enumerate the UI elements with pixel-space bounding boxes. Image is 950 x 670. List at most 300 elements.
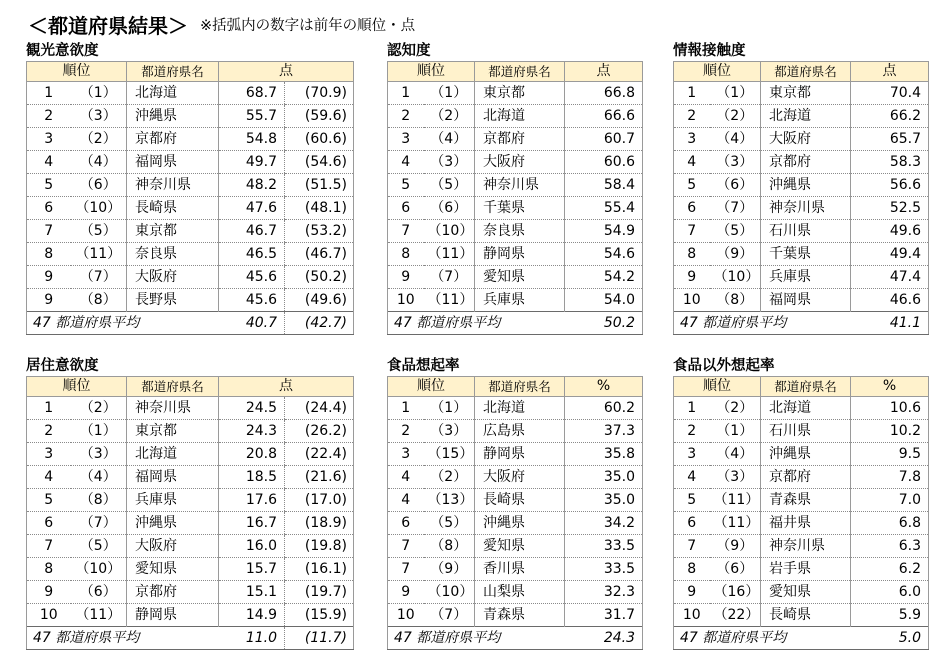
value-cell: 32.3 [565, 581, 643, 604]
table-header-row [27, 62, 354, 82]
table-row [674, 220, 929, 243]
table-row [27, 420, 354, 443]
table-row [674, 420, 929, 443]
column-header-rank: 順位 [388, 62, 475, 82]
rank-cell: 6 [27, 512, 71, 535]
column-header-rank: 順位 [388, 377, 475, 397]
prev-rank-cell: （11） [424, 243, 475, 266]
prefecture-name-cell: 愛知県 [475, 535, 565, 558]
prev-value-cell: (15.9) [285, 604, 354, 627]
table-row [674, 266, 929, 289]
table-row [27, 105, 354, 128]
rank-cell: 3 [388, 443, 424, 466]
prev-rank-cell: （5） [424, 512, 475, 535]
prefecture-name-cell: 兵庫県 [127, 489, 219, 512]
rank-cell: 4 [388, 466, 424, 489]
prev-rank-cell: （2） [710, 397, 761, 420]
column-header-unit: 点 [851, 62, 929, 82]
prev-value-cell: (60.6) [285, 128, 354, 151]
prev-rank-cell: （7） [424, 266, 475, 289]
rank-cell: 9 [27, 581, 71, 604]
average-label: 47 都道府県平均 [674, 627, 851, 650]
rank-cell: 7 [674, 535, 710, 558]
value-cell: 33.5 [565, 558, 643, 581]
table-row [674, 197, 929, 220]
prev-rank-cell: （6） [710, 174, 761, 197]
rank-cell: 8 [27, 243, 71, 266]
value-cell: 46.6 [851, 289, 929, 312]
rank-cell: 5 [388, 174, 424, 197]
table-row [388, 82, 643, 105]
prev-value-cell: (19.8) [285, 535, 354, 558]
table-row [674, 512, 929, 535]
prefecture-name-cell: 神奈川県 [127, 397, 219, 420]
prev-value-cell: (26.2) [285, 420, 354, 443]
prev-value-cell: (49.6) [285, 289, 354, 312]
rank-cell: 4 [27, 466, 71, 489]
prefecture-name-cell: 福岡県 [761, 289, 851, 312]
value-cell: 54.8 [219, 128, 285, 151]
average-row [388, 627, 643, 650]
rank-cell: 7 [388, 558, 424, 581]
table-row [388, 558, 643, 581]
prev-rank-cell: （7） [710, 197, 761, 220]
average-label: 47 都道府県平均 [388, 627, 565, 650]
prefecture-name-cell: 福岡県 [127, 466, 219, 489]
rank-cell: 10 [388, 289, 424, 312]
average-value: 41.1 [851, 312, 929, 335]
prev-rank-cell: （11） [424, 289, 475, 312]
ranking-table [673, 61, 929, 335]
table-row [27, 558, 354, 581]
prefecture-name-cell: 北海道 [475, 397, 565, 420]
rank-cell: 1 [27, 82, 71, 105]
rank-cell: 7 [388, 220, 424, 243]
table-row [674, 174, 929, 197]
rank-cell: 3 [674, 128, 710, 151]
rank-cell: 6 [674, 512, 710, 535]
value-cell: 54.0 [565, 289, 643, 312]
prev-rank-cell: （6） [71, 581, 127, 604]
value-cell: 46.5 [219, 243, 285, 266]
prev-rank-cell: （8） [71, 289, 127, 312]
table-title: 食品以外想起率 [673, 358, 775, 374]
value-cell: 35.8 [565, 443, 643, 466]
table-row [388, 397, 643, 420]
prev-rank-cell: （10） [424, 581, 475, 604]
prev-value-cell: (21.6) [285, 466, 354, 489]
prefecture-name-cell: 石川県 [761, 420, 851, 443]
rank-cell: 1 [674, 82, 710, 105]
rank-cell: 4 [674, 466, 710, 489]
ranking-table [387, 61, 643, 335]
column-header-name: 都道府県名 [127, 62, 219, 82]
table-block-ninchi [387, 41, 643, 335]
value-cell: 10.6 [851, 397, 929, 420]
table-row [388, 174, 643, 197]
prev-rank-cell: （16） [710, 581, 761, 604]
rank-cell: 7 [27, 535, 71, 558]
column-header-unit: 点 [219, 62, 354, 82]
prev-rank-cell: （1） [424, 397, 475, 420]
rank-cell: 8 [27, 558, 71, 581]
table-block-kanko [26, 41, 354, 335]
table-row [27, 197, 354, 220]
prev-rank-cell: （6） [710, 558, 761, 581]
prefecture-name-cell: 北海道 [761, 397, 851, 420]
value-cell: 66.2 [851, 105, 929, 128]
prefecture-name-cell: 北海道 [127, 443, 219, 466]
column-header-unit: % [565, 377, 643, 397]
prefecture-name-cell: 神奈川県 [761, 535, 851, 558]
prev-rank-cell: （4） [424, 128, 475, 151]
column-header-rank: 順位 [674, 377, 761, 397]
rank-cell: 2 [388, 105, 424, 128]
table-row [388, 466, 643, 489]
value-cell: 54.6 [565, 243, 643, 266]
prefecture-name-cell: 奈良県 [475, 220, 565, 243]
rank-cell: 8 [674, 243, 710, 266]
prev-rank-cell: （3） [424, 151, 475, 174]
rank-cell: 9 [674, 266, 710, 289]
value-cell: 16.0 [219, 535, 285, 558]
prev-rank-cell: （2） [424, 466, 475, 489]
prefecture-name-cell: 兵庫県 [761, 266, 851, 289]
rank-cell: 1 [388, 397, 424, 420]
prev-rank-cell: （1） [71, 420, 127, 443]
prev-value-cell: (53.2) [285, 220, 354, 243]
prefecture-name-cell: 長崎県 [761, 604, 851, 627]
table-row [388, 512, 643, 535]
value-cell: 16.7 [219, 512, 285, 535]
rank-cell: 7 [674, 220, 710, 243]
table-header-row [388, 377, 643, 397]
average-value: 5.0 [851, 627, 929, 650]
rank-cell: 1 [27, 397, 71, 420]
ranking-table [26, 61, 354, 335]
prefecture-name-cell: 京都府 [127, 128, 219, 151]
prev-rank-cell: （3） [424, 420, 475, 443]
table-row [27, 397, 354, 420]
table-row [27, 174, 354, 197]
value-cell: 6.3 [851, 535, 929, 558]
prefecture-name-cell: 大阪府 [475, 466, 565, 489]
prefecture-name-cell: 青森県 [761, 489, 851, 512]
table-row [674, 105, 929, 128]
column-header-name: 都道府県名 [127, 377, 219, 397]
average-label: 47 都道府県平均 [674, 312, 851, 335]
table-row [388, 420, 643, 443]
prev-rank-cell: （1） [710, 82, 761, 105]
table-row [388, 604, 643, 627]
value-cell: 15.1 [219, 581, 285, 604]
rank-cell: 10 [674, 604, 710, 627]
table-row [27, 489, 354, 512]
prev-rank-cell: （15） [424, 443, 475, 466]
prefecture-name-cell: 広島県 [475, 420, 565, 443]
value-cell: 45.6 [219, 289, 285, 312]
table-row [27, 512, 354, 535]
prefecture-name-cell: 沖縄県 [127, 512, 219, 535]
value-cell: 7.8 [851, 466, 929, 489]
prefecture-name-cell: 京都府 [127, 581, 219, 604]
column-header-rank: 順位 [27, 377, 127, 397]
prev-rank-cell: （9） [710, 535, 761, 558]
prev-rank-cell: （13） [424, 489, 475, 512]
rank-cell: 5 [27, 174, 71, 197]
prefecture-name-cell: 北海道 [761, 105, 851, 128]
rank-cell: 7 [388, 535, 424, 558]
value-cell: 35.0 [565, 489, 643, 512]
table-row [674, 581, 929, 604]
rank-cell: 4 [388, 489, 424, 512]
table-row [674, 82, 929, 105]
prev-value-cell: (51.5) [285, 174, 354, 197]
rank-cell: 3 [388, 128, 424, 151]
table-block-shokuhin [387, 356, 643, 650]
prev-rank-cell: （11） [710, 512, 761, 535]
rank-cell: 8 [388, 243, 424, 266]
rank-cell: 2 [388, 420, 424, 443]
value-cell: 65.7 [851, 128, 929, 151]
value-cell: 6.8 [851, 512, 929, 535]
prefecture-name-cell: 大阪府 [127, 266, 219, 289]
table-row [388, 266, 643, 289]
rank-cell: 4 [27, 151, 71, 174]
prev-rank-cell: （22） [710, 604, 761, 627]
value-cell: 49.7 [219, 151, 285, 174]
prev-rank-cell: （5） [71, 220, 127, 243]
prefecture-name-cell: 東京都 [127, 220, 219, 243]
value-cell: 6.0 [851, 581, 929, 604]
rank-cell: 5 [674, 489, 710, 512]
value-cell: 45.6 [219, 266, 285, 289]
average-label: 47 都道府県平均 [388, 312, 565, 335]
rank-cell: 4 [674, 151, 710, 174]
rank-cell: 10 [388, 604, 424, 627]
prev-rank-cell: （8） [71, 489, 127, 512]
prev-rank-cell: （1） [71, 82, 127, 105]
average-prev-value: (11.7) [285, 627, 354, 650]
value-cell: 9.5 [851, 443, 929, 466]
prefecture-name-cell: 沖縄県 [761, 443, 851, 466]
prefecture-name-cell: 山梨県 [475, 581, 565, 604]
prev-rank-cell: （3） [71, 105, 127, 128]
average-row [27, 312, 354, 335]
prefecture-name-cell: 京都府 [475, 128, 565, 151]
table-row [388, 151, 643, 174]
prefecture-name-cell: 神奈川県 [475, 174, 565, 197]
prev-rank-cell: （5） [71, 535, 127, 558]
table-row [27, 266, 354, 289]
prev-value-cell: (17.0) [285, 489, 354, 512]
rank-cell: 6 [27, 197, 71, 220]
table-row [674, 243, 929, 266]
table-header-row [674, 62, 929, 82]
table-row [388, 197, 643, 220]
table-header-row [388, 62, 643, 82]
column-header-unit: 点 [565, 62, 643, 82]
table-row [27, 535, 354, 558]
value-cell: 33.5 [565, 535, 643, 558]
average-row [674, 627, 929, 650]
prefecture-name-cell: 香川県 [475, 558, 565, 581]
prev-rank-cell: （3） [710, 466, 761, 489]
table-row [388, 105, 643, 128]
value-cell: 47.4 [851, 266, 929, 289]
rank-cell: 9 [27, 266, 71, 289]
rank-cell: 8 [674, 558, 710, 581]
table-title: 観光意欲度 [26, 43, 99, 59]
prefecture-name-cell: 兵庫県 [475, 289, 565, 312]
prev-value-cell: (46.7) [285, 243, 354, 266]
table-header-row [674, 377, 929, 397]
value-cell: 54.9 [565, 220, 643, 243]
value-cell: 68.7 [219, 82, 285, 105]
table-row [674, 535, 929, 558]
prev-rank-cell: （2） [71, 397, 127, 420]
rank-cell: 10 [27, 604, 71, 627]
prev-rank-cell: （2） [424, 105, 475, 128]
column-header-name: 都道府県名 [761, 62, 851, 82]
average-value: 50.2 [565, 312, 643, 335]
prefecture-name-cell: 愛知県 [761, 581, 851, 604]
value-cell: 66.6 [565, 105, 643, 128]
prev-rank-cell: （8） [424, 535, 475, 558]
average-value: 24.3 [565, 627, 643, 650]
value-cell: 20.8 [219, 443, 285, 466]
rank-cell: 9 [388, 581, 424, 604]
prefecture-name-cell: 東京都 [475, 82, 565, 105]
value-cell: 49.6 [851, 220, 929, 243]
prev-rank-cell: （11） [71, 243, 127, 266]
average-row [388, 312, 643, 335]
table-row [674, 397, 929, 420]
column-header-name: 都道府県名 [761, 377, 851, 397]
rank-cell: 6 [388, 197, 424, 220]
prev-value-cell: (70.9) [285, 82, 354, 105]
ranking-table [387, 376, 643, 650]
rank-cell: 6 [674, 197, 710, 220]
prefecture-name-cell: 北海道 [127, 82, 219, 105]
prefecture-name-cell: 沖縄県 [761, 174, 851, 197]
table-row [674, 489, 929, 512]
prev-rank-cell: （1） [710, 420, 761, 443]
table-row [27, 128, 354, 151]
average-value: 11.0 [219, 627, 285, 650]
table-title: 認知度 [387, 43, 431, 59]
prev-rank-cell: （3） [71, 443, 127, 466]
value-cell: 6.2 [851, 558, 929, 581]
rank-cell: 5 [674, 174, 710, 197]
prev-value-cell: (19.7) [285, 581, 354, 604]
average-row [674, 312, 929, 335]
prefecture-name-cell: 東京都 [761, 82, 851, 105]
table-row [388, 581, 643, 604]
table-row [674, 466, 929, 489]
value-cell: 24.5 [219, 397, 285, 420]
value-cell: 46.7 [219, 220, 285, 243]
table-row [27, 466, 354, 489]
rank-cell: 10 [674, 289, 710, 312]
ranking-table [26, 376, 354, 650]
table-row [27, 82, 354, 105]
prefecture-name-cell: 福岡県 [127, 151, 219, 174]
rank-cell: 9 [674, 581, 710, 604]
column-header-name: 都道府県名 [475, 62, 565, 82]
value-cell: 60.7 [565, 128, 643, 151]
prev-rank-cell: （5） [710, 220, 761, 243]
prefecture-name-cell: 静岡県 [127, 604, 219, 627]
table-row [388, 128, 643, 151]
prefecture-name-cell: 奈良県 [127, 243, 219, 266]
prefecture-name-cell: 神奈川県 [761, 197, 851, 220]
value-cell: 49.4 [851, 243, 929, 266]
rank-cell: 2 [674, 420, 710, 443]
prefecture-name-cell: 長崎県 [475, 489, 565, 512]
rank-cell: 1 [388, 82, 424, 105]
prefecture-name-cell: 神奈川県 [127, 174, 219, 197]
prefecture-name-cell: 沖縄県 [475, 512, 565, 535]
prefecture-name-cell: 静岡県 [475, 443, 565, 466]
value-cell: 37.3 [565, 420, 643, 443]
average-label: 47 都道府県平均 [27, 312, 219, 335]
prefecture-name-cell: 愛知県 [475, 266, 565, 289]
prev-value-cell: (59.6) [285, 105, 354, 128]
prefecture-name-cell: 石川県 [761, 220, 851, 243]
prefecture-name-cell: 岩手県 [761, 558, 851, 581]
prefecture-name-cell: 千葉県 [475, 197, 565, 220]
prev-rank-cell: （3） [710, 151, 761, 174]
prev-rank-cell: （6） [424, 197, 475, 220]
table-title: 情報接触度 [673, 43, 746, 59]
prev-rank-cell: （7） [424, 604, 475, 627]
prev-rank-cell: （11） [71, 604, 127, 627]
prefecture-name-cell: 大阪府 [475, 151, 565, 174]
prev-rank-cell: （10） [71, 558, 127, 581]
rank-cell: 9 [27, 289, 71, 312]
column-header-unit: 点 [219, 377, 354, 397]
prev-rank-cell: （4） [710, 443, 761, 466]
prev-rank-cell: （9） [424, 558, 475, 581]
prev-rank-cell: （6） [71, 174, 127, 197]
prefecture-name-cell: 長崎県 [127, 197, 219, 220]
prev-rank-cell: （1） [424, 82, 475, 105]
prev-value-cell: (54.6) [285, 151, 354, 174]
rank-cell: 4 [388, 151, 424, 174]
value-cell: 55.7 [219, 105, 285, 128]
rank-cell: 7 [27, 220, 71, 243]
prev-rank-cell: （8） [710, 289, 761, 312]
table-row [674, 128, 929, 151]
value-cell: 31.7 [565, 604, 643, 627]
prev-rank-cell: （11） [710, 489, 761, 512]
rank-cell: 5 [27, 489, 71, 512]
table-header-row [27, 377, 354, 397]
column-header-unit: % [851, 377, 929, 397]
table-title: 食品想起率 [387, 358, 460, 374]
prefecture-name-cell: 東京都 [127, 420, 219, 443]
page-note: ※括弧内の数字は前年の順位・点 [200, 18, 416, 34]
rank-cell: 3 [674, 443, 710, 466]
value-cell: 48.2 [219, 174, 285, 197]
value-cell: 55.4 [565, 197, 643, 220]
value-cell: 15.7 [219, 558, 285, 581]
prev-rank-cell: （4） [71, 466, 127, 489]
average-value: 40.7 [219, 312, 285, 335]
table-row [27, 289, 354, 312]
rank-cell: 3 [27, 443, 71, 466]
